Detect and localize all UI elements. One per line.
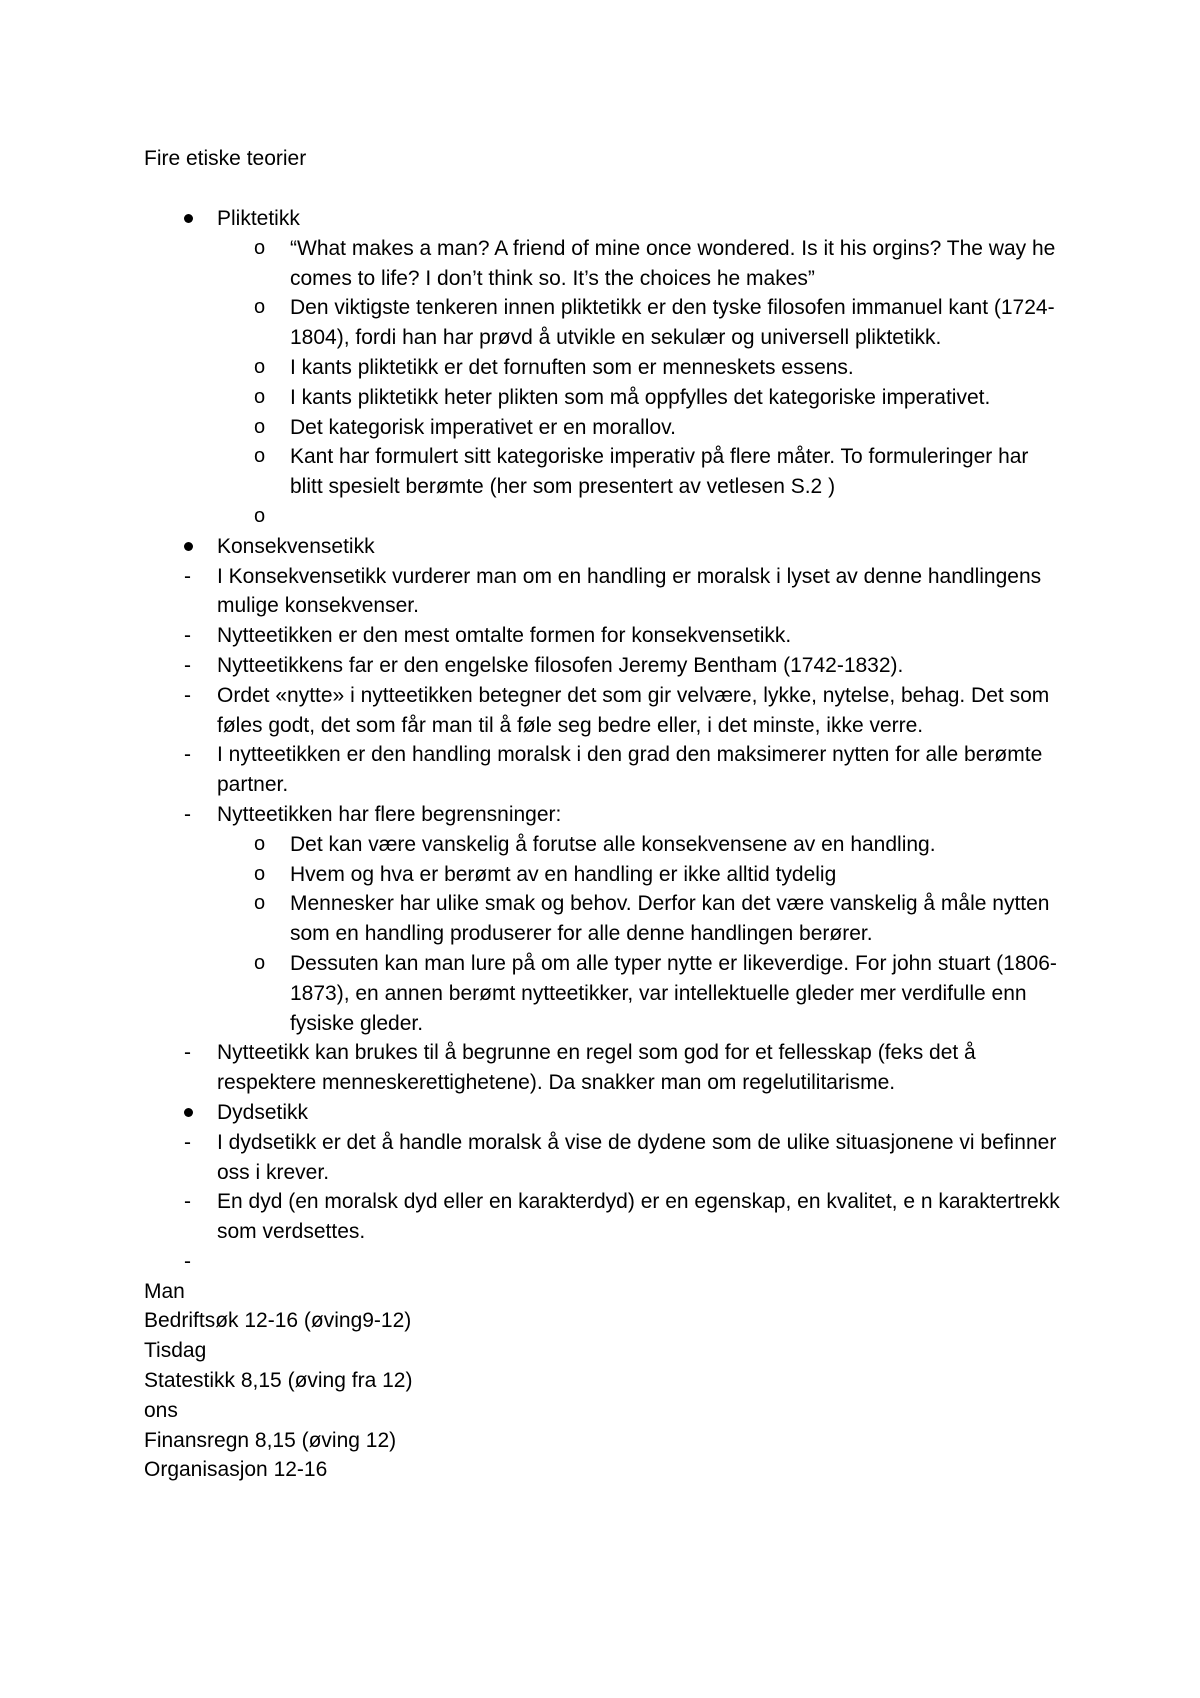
list-item: - Nytteetikken er den mest omtalte formen for konsekvensetikk. [144, 621, 1064, 651]
list-item: - Nytteetikkens far er den engelske filosofen Jeremy Bentham (1742-1832). [144, 651, 1064, 681]
list-item: o I kants pliktetikk heter plikten som må oppfylles det kategoriske imperativet. [144, 383, 1064, 413]
list-item: - Ordet «nytte» i nytteetikken betegner det som gir velvære, lykke, nytelse, behag. Det som føles godt, det som får man til å føle seg bedre eller, i det minste, ikke verre. [144, 681, 1064, 741]
circle-bullet-icon: o [254, 892, 266, 915]
circle-bullet-icon: o [254, 236, 266, 259]
schedule-line: Tisdag [144, 1339, 207, 1363]
schedule-line: Man [144, 1279, 185, 1303]
section-heading-konsekvensetikk: Konsekvensetikk [144, 532, 1064, 562]
dash-bullet-icon: - [184, 1190, 191, 1214]
circle-bullet-icon: o [254, 832, 266, 855]
list-subitem: o Dessuten kan man lure på om alle typer nytte er likeverdige. For john stuart (1806-1873), en annen berømt nytteetikker, var intellektuelle gleder mer verdifulle enn fysiske gleder. [144, 949, 1064, 1038]
document-body [144, 144, 1064, 1485]
dash-bullet-icon: - [184, 1130, 191, 1154]
dash-bullet-icon: - [184, 624, 191, 648]
bullet-icon [184, 532, 193, 562]
list-item: - I nytteetikken er den handling moralsk i den grad den maksimerer nytten for alle berømte partner. [144, 740, 1064, 800]
schedule-line: Bedriftsøk 12-16 (øving9-12) [144, 1309, 412, 1333]
list-item: o I kants pliktetikk er det fornuften som er menneskets essens. [144, 353, 1064, 383]
circle-bullet-icon: o [254, 385, 266, 408]
circle-bullet-icon: o [254, 355, 266, 378]
list-item: - En dyd (en moralsk dyd eller en karakterdyd) er en egenskap, en kvalitet, e n karaktertrekk som verdsettes. [144, 1187, 1064, 1247]
list-item: - Nytteetikk kan brukes til å begrunne en regel som god for et fellesskap (feks det å respektere menneskerettighetene). Da snakker man om regelutilitarisme. [144, 1038, 1064, 1098]
schedule-line: Organisasjon 12-16 [144, 1458, 328, 1482]
circle-bullet-icon: o [254, 445, 266, 468]
list-item: - I dydsetikk er det å handle moralsk å vise de dydene som de ulike situasjonene vi befinner oss i krever. [144, 1128, 1064, 1188]
schedule-line: Statestikk 8,15 (øving fra 12) [144, 1369, 413, 1393]
list-item: o Kant har formulert sitt kategoriske imperativ på flere måter. To formuleringer har blitt spesielt berømte (her som presentert av vetlesen S.2 ) [144, 442, 1064, 502]
bullet-icon [184, 1098, 193, 1128]
list-item-empty [144, 1247, 1064, 1277]
list-item: o Den viktigste tenkeren innen pliktetikk er den tyske filosofen immanuel kant (1724-1804), fordi han har prøvd å utvikle en sekulær og universell pliktetikk. [144, 293, 1064, 353]
circle-bullet-icon: o [254, 862, 266, 885]
list-item: o Det kategorisk imperativet er en morallov. [144, 413, 1064, 443]
dash-bullet-icon: - [184, 802, 191, 826]
list-item: o “What makes a man? A friend of mine once wondered. Is it his orgins? The way he comes to life? I don’t think so. It’s the choices he makes” [144, 234, 1064, 294]
list-item: - I Konsekvensetikk vurderer man om en handling er moralsk i lyset av denne handlingens mulige konsekvenser. [144, 562, 1064, 622]
dash-bullet-icon: - [184, 1041, 191, 1065]
schedule-line: Finansregn 8,15 (øving 12) [144, 1428, 397, 1452]
circle-bullet-icon: o [254, 504, 266, 527]
circle-bullet-icon: o [254, 296, 266, 319]
section-heading-pliktetikk: Pliktetikk [144, 204, 1064, 234]
schedule-line: ons [144, 1398, 178, 1422]
bullet-icon [184, 204, 193, 234]
dash-bullet-icon: - [184, 1249, 191, 1273]
list-subitem: o Hvem og hva er berømt av en handling er ikke alltid tydelig [144, 860, 1064, 890]
list-subitem: o Det kan være vanskelig å forutse alle konsekvensene av en handling. [144, 830, 1064, 860]
document-title: Fire etiske teorier [144, 147, 307, 170]
dash-bullet-icon: - [184, 564, 191, 588]
circle-bullet-icon: o [254, 415, 266, 438]
section-heading-dydsetikk: Dydsetikk [144, 1098, 1064, 1128]
list-item-empty [144, 502, 1064, 532]
list-subitem: o Mennesker har ulike smak og behov. Derfor kan det være vanskelig å måle nytten som en handling produserer for alle denne handlingen berører. [144, 889, 1064, 949]
dash-bullet-icon: - [184, 653, 191, 677]
circle-bullet-icon: o [254, 951, 266, 974]
list-item: - Nytteetikken har flere begrensninger: [144, 800, 1064, 830]
dash-bullet-icon: - [184, 743, 191, 767]
dash-bullet-icon: - [184, 683, 191, 707]
